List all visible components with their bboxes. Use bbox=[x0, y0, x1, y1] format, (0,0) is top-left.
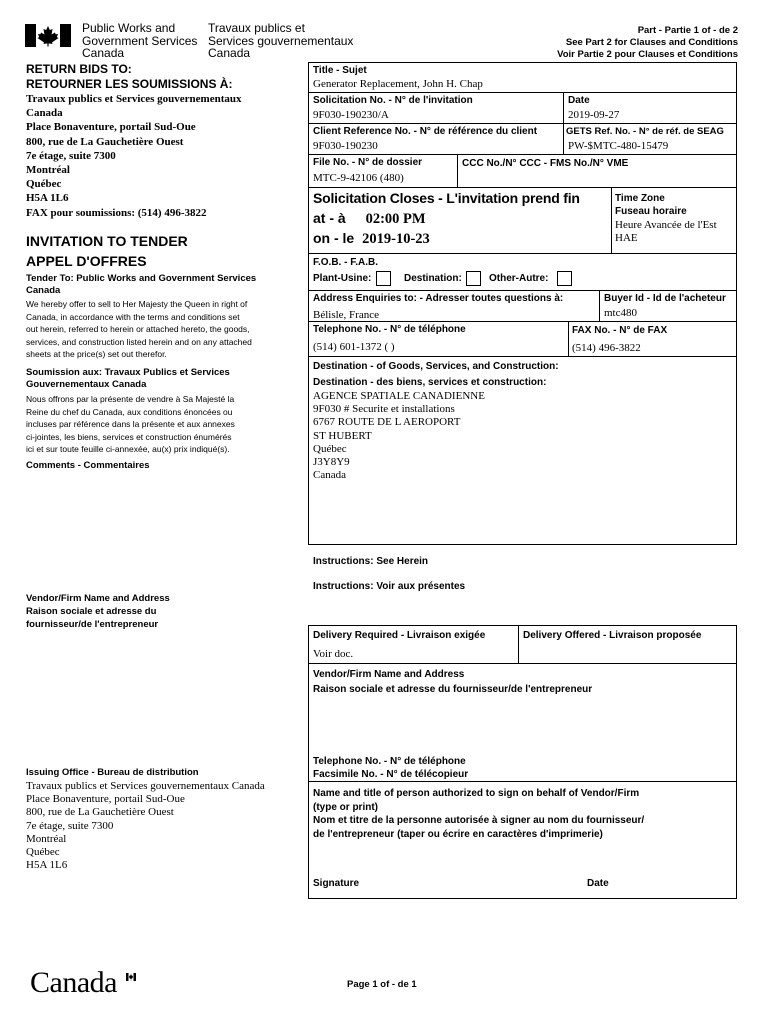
wordmark-flag-icon bbox=[126, 968, 136, 976]
closing-time bbox=[313, 210, 426, 228]
fob-label: F.O.B. - F.A.B. bbox=[313, 257, 378, 268]
closing-date bbox=[313, 230, 430, 248]
destination-fob-label: Destination: bbox=[404, 273, 462, 284]
gets-ref-value[interactable]: PW-$MTC-480-15479 bbox=[568, 140, 669, 152]
canada-wordmark: Canada bbox=[30, 966, 117, 1004]
canada-flag-icon bbox=[25, 24, 71, 47]
file-no-label: File No. - N° de dossier bbox=[313, 157, 423, 168]
issuing-office-label: Issuing Office - Bureau de distribution bbox=[26, 767, 199, 778]
buyer-id-value[interactable]: mtc480 bbox=[604, 307, 637, 319]
delivery-required-value[interactable]: Voir doc. bbox=[313, 648, 354, 660]
solicitation-label: Solicitation No. - N° de l'invitation bbox=[313, 95, 473, 106]
buyer-id-label: Buyer Id - Id de l'acheteur bbox=[604, 293, 726, 304]
department-name-en: Public Works and Government Services Canada bbox=[82, 21, 198, 60]
ccc-label: CCC No./N° CCC - FMS No./N° VME bbox=[462, 158, 629, 169]
offer-text-fr: Nous offrons par la présente de vendre à Sa Majesté la Reine du chef du Canada, aux conditions énoncées ou incluses par référence dans la présente et aux annexes ci-jointes, les biens, services et construction énumérés ici et sur toute feuille ci-annexée, au(x) prix indiqué(s). bbox=[26, 394, 235, 454]
delivery-required-label: Delivery Required - Livraison exigée bbox=[313, 630, 486, 641]
plant-checkbox[interactable] bbox=[376, 271, 391, 286]
timezone-label: Time Zone Fuseau horaire bbox=[615, 193, 687, 217]
telephone-label: Telephone No. - N° de téléphone bbox=[313, 324, 466, 335]
date-label: Date bbox=[568, 95, 590, 106]
page-number: Page 1 of - de 1 bbox=[347, 979, 417, 990]
on-label: on - le bbox=[313, 230, 355, 246]
return-bids-heading: RETURN BIDS TO: RETOURNER LES SOUMISSIONS À: bbox=[26, 62, 233, 91]
vendor-firm-label-left: Vendor/Firm Name and Address Raison sociale et adresse du fournisseur/de l'entrepreneur bbox=[26, 593, 170, 630]
solicitation-closes-label: Solicitation Closes - L'invitation prend fin bbox=[313, 190, 580, 206]
offer-text-en: We hereby offer to sell to Her Majesty the Queen in right of Canada, in accordance with the terms and conditions set out herein, referred to herein or attached hereto, the goods, services, and construction listed herein and on any attached sheets at the price(s) set out therefor. bbox=[26, 299, 252, 359]
destination-goods-label: Destination - of Goods, Services, and Construction: Destination - des biens, services et construction: bbox=[313, 361, 559, 388]
invitation-title: INVITATION TO TENDER APPEL D'OFFRES bbox=[26, 233, 188, 269]
client-ref-value[interactable]: 9F030-190230 bbox=[313, 140, 378, 152]
timezone-value: Heure Avancée de l'Est HAE bbox=[615, 219, 717, 244]
fax-value[interactable]: (514) 496-3822 bbox=[572, 342, 641, 354]
authorized-person-label: Name and title of person authorized to sign on behalf of Vendor/Firm (type or print) Nom et titre de la personne autorisée à signer au nom du fournisseur/ de l'entrepreneur (taper ou écrire en caractères d'imprimerie) bbox=[313, 788, 645, 840]
delivery-offered-label: Delivery Offered - Livraison proposée bbox=[523, 630, 702, 641]
on-value[interactable]: 2019-10-23 bbox=[362, 231, 430, 247]
at-label: at - à bbox=[313, 210, 346, 226]
tender-to: Tender To: Public Works and Government Services Canada bbox=[26, 273, 257, 296]
instructions-fr: Instructions: Voir aux présentes bbox=[313, 581, 466, 592]
other-checkbox[interactable] bbox=[557, 271, 572, 286]
enquiries-label: Address Enquiries to: - Adresser toutes questions à: bbox=[313, 293, 564, 304]
plant-label: Plant-Usine: bbox=[313, 273, 372, 284]
instructions-en: Instructions: See Herein bbox=[313, 556, 429, 567]
issuing-office-address: Travaux publics et Services gouvernementaux Canada Place Bonaventure, portail Sud-Oue 800, rue de La Gauchetière Ouest 7e étage, suite 7300 Montréal Québec H5A 1L6 bbox=[26, 780, 265, 872]
comments-label: Comments - Commentaires bbox=[26, 460, 150, 471]
file-no-value[interactable]: MTC-9-42106 (480) bbox=[313, 172, 404, 184]
vendor-firm-label: Vendor/Firm Name and Address Raison sociale et adresse du fournisseur/de l'entrepreneur bbox=[313, 669, 593, 695]
return-bids-address: Travaux publics et Services gouvernementaux Canada Place Bonaventure, portail Sud-Oue 800, rue de La Gauchetière Ouest 7e étage, suite 7300 Montréal Québec H5A 1L6 FAX pour soumissions: (514) 496-3822 bbox=[26, 93, 242, 219]
signature-label: Signature bbox=[313, 878, 360, 889]
solicitation-value[interactable]: 9F030-190230/A bbox=[313, 109, 389, 121]
signature-date-label: Date bbox=[587, 878, 609, 889]
enquiries-value[interactable]: Bélisle, France bbox=[313, 309, 379, 321]
destination-checkbox[interactable] bbox=[466, 271, 481, 286]
other-label: Other-Autre: bbox=[489, 273, 549, 284]
at-value[interactable]: 02:00 PM bbox=[365, 211, 426, 227]
soumission-heading: Soumission aux: Travaux Publics et Services Gouvernementaux Canada bbox=[26, 367, 230, 390]
destination-address: AGENCE SPATIALE CANADIENNE 9F030 # Securite et installations 6767 ROUTE DE L AEROPORT ST HUBERT Québec J3Y8Y9 Canada bbox=[313, 390, 485, 482]
client-ref-label: Client Reference No. - N° de référence du client bbox=[313, 126, 538, 137]
title-label: Title - Sujet bbox=[313, 65, 367, 76]
date-value[interactable]: 2019-09-27 bbox=[568, 109, 620, 121]
department-name-fr: Travaux publics et Services gouvernementaux Canada bbox=[208, 21, 354, 60]
fax-label: FAX No. - N° de FAX bbox=[572, 325, 668, 336]
tel-fax-label: Telephone No. - N° de téléphone Facsimile No. - N° de télécopieur bbox=[313, 756, 469, 780]
gets-ref-label: GETS Ref. No. - N° de réf. de SEAG bbox=[566, 126, 724, 137]
part-indicator: Part - Partie 1 of - de 2 See Part 2 for Clauses and Conditions Voir Partie 2 pour Clauses et Conditions bbox=[557, 25, 738, 60]
title-value[interactable]: Generator Replacement, John H. Chap bbox=[313, 78, 483, 90]
telephone-value[interactable]: (514) 601-1372 ( ) bbox=[313, 341, 395, 353]
